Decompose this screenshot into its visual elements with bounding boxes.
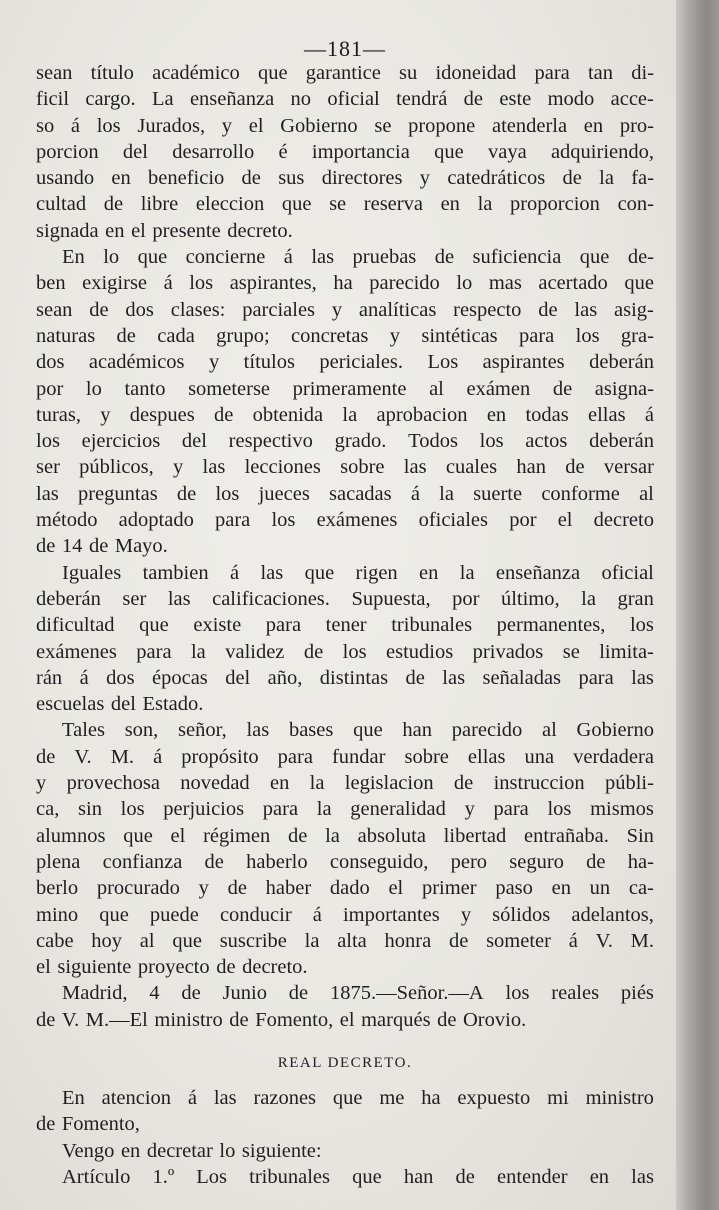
text-line: sean título académico que garantice su idoneidad para tan di- — [36, 62, 654, 84]
text-line: signada en el presente decreto. — [36, 219, 293, 242]
text-line: de 14 de Mayo. — [36, 535, 168, 558]
text-line: turas, y despues de obtenida la aprobacion en todas ellas á — [36, 403, 654, 426]
text-line: usando en beneficio de sus directores y catedráticos de la fa- — [36, 167, 654, 190]
text-line: ben exigirse á los aspirantes, ha parecido lo mas acertado que — [36, 272, 654, 295]
body-text — [36, 60, 654, 1190]
text-line: cabe hoy al que suscribe la alta honra de someter á V. M. — [36, 929, 654, 952]
text-line: dos académicos y títulos periciales. Los aspirantes deberán — [36, 351, 654, 374]
text-line: deberán ser las calificaciones. Supuesta, por último, la gran — [36, 587, 654, 610]
text-line: Iguales tambien á las que rigen en la enseñanza oficial — [62, 561, 654, 584]
text-line: porcion del desarrollo é importancia que vaya adquiriendo, — [36, 140, 654, 163]
text-line: dificultad que existe para tener tribunales permanentes, los — [36, 614, 654, 637]
text-line: naturas de cada grupo; concretas y sintéticas para los gra- — [36, 324, 654, 347]
text-line: método adoptado para los exámenes oficiales por el decreto — [36, 509, 654, 532]
text-line: de V. M.—El ministro de Fomento, el marqués de Orovio. — [36, 1008, 527, 1031]
text-line: ca, sin los perjuicios para la generalidad y para los mismos — [36, 798, 654, 821]
text-line: escuelas del Estado. — [36, 693, 204, 716]
text-line: alumnos que el régimen de la absoluta libertad entrañaba. Sin — [36, 824, 654, 847]
text-line: mino que puede conducir á importantes y sólidos adelantos, — [36, 903, 654, 926]
text-line: por lo tanto someterse primeramente al exámen de asigna- — [36, 377, 654, 400]
text-line: los ejercicios del respectivo grado. Todos los actos deberán — [36, 430, 654, 453]
text-line: exámenes para la validez de los estudios privados se limita- — [36, 640, 654, 663]
text-line: Artículo 1.º Los tribunales que han de entender en las — [62, 1165, 654, 1188]
section-heading: REAL DECRETO. — [277, 1054, 413, 1071]
text-line: En atencion á las razones que me ha expuesto mi ministro — [62, 1086, 654, 1109]
text-line: rán á dos épocas del año, distintas de las señaladas para las — [36, 666, 654, 689]
text-line: las preguntas de los jueces sacadas á la suerte conforme al — [36, 482, 654, 505]
text-line: y provechosa novedad en la legislacion de instruccion públi- — [36, 772, 654, 795]
book-binding-edge — [676, 0, 719, 1210]
text-line: de Fomento, — [36, 1113, 140, 1136]
text-line: berlo procurado y de haber dado el primer paso en un ca- — [36, 877, 654, 900]
text-line: sean de dos clases: parciales y analíticas respecto de las asig- — [36, 298, 654, 321]
text-line: plena confianza de haberlo conseguido, pero seguro de ha- — [36, 850, 654, 873]
text-line: ficil cargo. La enseñanza no oficial tendrá de este modo acce- — [36, 88, 654, 111]
text-line: cultad de libre eleccion que se reserva en la proporcion con- — [36, 193, 654, 216]
text-line: Madrid, 4 de Junio de 1875.—Señor.—A los reales piés — [62, 982, 654, 1005]
text-line: so á los Jurados, y el Gobierno se propone atenderla en pro- — [36, 114, 654, 137]
text-line: de V. M. á propósito para fundar sobre ellas una verdadera — [36, 745, 654, 768]
text-line: Vengo en decretar lo siguiente: — [62, 1139, 322, 1162]
text-line: Tales son, señor, las bases que han parecido al Gobierno — [62, 719, 654, 742]
text-line: ser públicos, y las lecciones sobre las cuales han de versar — [36, 456, 654, 479]
page-number: —181— — [304, 36, 386, 61]
text-line: el siguiente proyecto de decreto. — [36, 956, 308, 979]
text-line: En lo que concierne á las pruebas de suficiencia que de- — [62, 246, 654, 269]
